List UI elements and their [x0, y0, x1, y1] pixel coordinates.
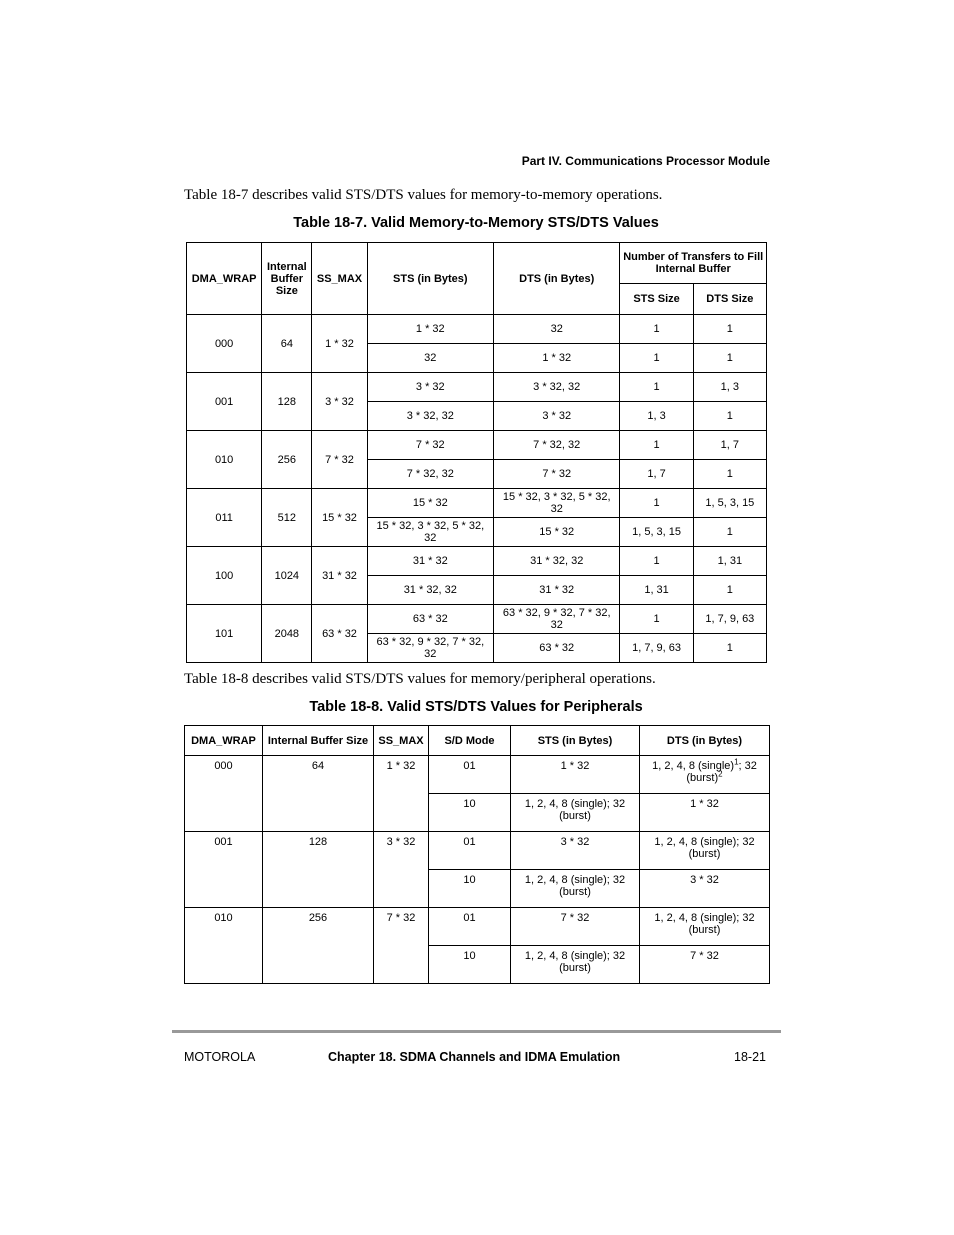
table-18-8: [184, 725, 770, 984]
cell-ss-max: 1 * 32: [312, 315, 367, 373]
cell-sts-size: 1: [620, 547, 693, 576]
cell-sts: 32: [367, 344, 493, 373]
cell-sts-size: 1: [620, 373, 693, 402]
cell-ss-max: 7 * 32: [312, 431, 367, 489]
cell-dma-wrap: 101: [187, 605, 262, 663]
intro-paragraph-table-18-7: Table 18-7 describes valid STS/DTS values for memory-to-memory operations.: [184, 187, 663, 203]
header-dma-wrap: DMA_WRAP: [187, 243, 262, 315]
cell-dts: 7 * 32: [494, 460, 620, 489]
cell-dma-wrap: 000: [187, 315, 262, 373]
table-row: [187, 547, 767, 576]
cell-sts-size: 1, 5, 3, 15: [620, 518, 693, 547]
cell-sts: 1, 2, 4, 8 (single); 32 (burst): [511, 946, 640, 984]
intro-paragraph-table-18-8: Table 18-8 describes valid STS/DTS values for memory/peripheral operations.: [184, 671, 656, 687]
cell-dts-size: 1: [693, 344, 766, 373]
cell-sts-size: 1, 31: [620, 576, 693, 605]
cell-sts: 31 * 32, 32: [367, 576, 493, 605]
footer-page-number: 18-21: [734, 1050, 766, 1064]
cell-dts-size: 1, 7: [693, 431, 766, 460]
cell-ss-max: 3 * 32: [374, 832, 429, 908]
cell-dts: 15 * 32: [494, 518, 620, 547]
cell-dts-size: 1: [693, 315, 766, 344]
footer-chapter-title: Chapter 18. SDMA Channels and IDMA Emulation: [328, 1050, 621, 1064]
header-buffer-size: Internal Buffer Size: [263, 726, 374, 756]
cell-dts: 31 * 32: [494, 576, 620, 605]
cell-sts-size: 1: [620, 431, 693, 460]
table-18-8-caption: Table 18-8. Valid STS/DTS Values for Peripherals: [309, 699, 643, 715]
cell-sts: 1, 2, 4, 8 (single); 32 (burst): [511, 794, 640, 832]
header-sts-size: STS Size: [620, 284, 693, 315]
cell-dts: 31 * 32, 32: [494, 547, 620, 576]
cell-dts-size: 1: [693, 518, 766, 547]
cell-dts: 7 * 32, 32: [494, 431, 620, 460]
header-sts: STS (in Bytes): [367, 243, 493, 315]
cell-sts-size: 1: [620, 315, 693, 344]
cell-dts: 1, 2, 4, 8 (single); 32 (burst): [640, 832, 770, 870]
cell-dts: 63 * 32: [494, 634, 620, 663]
cell-sts-size: 1, 7, 9, 63: [620, 634, 693, 663]
cell-sd-mode: 01: [429, 756, 511, 794]
header-ss-max: SS_MAX: [374, 726, 429, 756]
cell-sd-mode: 10: [429, 870, 511, 908]
header-buffer-size: Internal Buffer Size: [262, 243, 312, 315]
header-dma-wrap: DMA_WRAP: [185, 726, 263, 756]
cell-dts-size: 1, 7, 9, 63: [693, 605, 766, 634]
cell-sts: 63 * 32: [367, 605, 493, 634]
cell-dma-wrap: 001: [187, 373, 262, 431]
cell-buffer-size: 2048: [262, 605, 312, 663]
cell-sts: 1 * 32: [367, 315, 493, 344]
cell-sts: 7 * 32: [367, 431, 493, 460]
cell-buffer-size: 512: [262, 489, 312, 547]
cell-sts: 1, 2, 4, 8 (single); 32 (burst): [511, 870, 640, 908]
cell-dma-wrap: 010: [185, 908, 263, 984]
cell-dts-size: 1, 31: [693, 547, 766, 576]
cell-sd-mode: 10: [429, 946, 511, 984]
header-sts: STS (in Bytes): [511, 726, 640, 756]
table-row: [187, 373, 767, 402]
cell-sts: 7 * 32, 32: [367, 460, 493, 489]
cell-dma-wrap: 011: [187, 489, 262, 547]
cell-sts-size: 1, 3: [620, 402, 693, 431]
cell-sts: 15 * 32, 3 * 32, 5 * 32, 32: [367, 518, 493, 547]
cell-ss-max: 1 * 32: [374, 756, 429, 832]
table-row: [187, 489, 767, 518]
footer-publisher: MOTOROLA: [184, 1050, 256, 1064]
cell-dts: 7 * 32: [640, 946, 770, 984]
cell-buffer-size: 64: [262, 315, 312, 373]
cell-sd-mode: 01: [429, 832, 511, 870]
cell-dma-wrap: 100: [187, 547, 262, 605]
cell-sts: 15 * 32: [367, 489, 493, 518]
cell-sts: 7 * 32: [511, 908, 640, 946]
cell-dts: 63 * 32, 9 * 32, 7 * 32, 32: [494, 605, 620, 634]
header-dts-size: DTS Size: [693, 284, 766, 315]
table-row: [187, 431, 767, 460]
cell-dts: 1 * 32: [640, 794, 770, 832]
cell-dts-size: 1: [693, 402, 766, 431]
cell-dts-size: 1: [693, 576, 766, 605]
cell-dts: 3 * 32: [640, 870, 770, 908]
header-dts: DTS (in Bytes): [494, 243, 620, 315]
cell-dts: 1 * 32: [494, 344, 620, 373]
cell-sts: 63 * 32, 9 * 32, 7 * 32, 32: [367, 634, 493, 663]
cell-ss-max: 7 * 32: [374, 908, 429, 984]
footnote-1-mark: 1: [734, 757, 739, 767]
cell-ss-max: 31 * 32: [312, 547, 367, 605]
cell-buffer-size: 64: [263, 756, 374, 832]
cell-dts-size: 1, 5, 3, 15: [693, 489, 766, 518]
cell-buffer-size: 1024: [262, 547, 312, 605]
cell-dts: 32: [494, 315, 620, 344]
table-18-7-caption: Table 18-7. Valid Memory-to-Memory STS/DTS Values: [293, 215, 659, 231]
header-ss-max: SS_MAX: [312, 243, 367, 315]
cell-sts: 1 * 32: [511, 756, 640, 794]
cell-sts-size: 1: [620, 489, 693, 518]
cell-sts: 3 * 32, 32: [367, 402, 493, 431]
running-head: Part IV. Communications Processor Module: [521, 154, 770, 168]
cell-sd-mode: 01: [429, 908, 511, 946]
table-row: [185, 832, 770, 870]
cell-ss-max: 3 * 32: [312, 373, 367, 431]
table-18-7: [186, 242, 767, 663]
cell-sts-size: 1: [620, 605, 693, 634]
cell-dma-wrap: 010: [187, 431, 262, 489]
cell-sts: 31 * 32: [367, 547, 493, 576]
cell-dts-size: 1, 3: [693, 373, 766, 402]
cell-dts: 15 * 32, 3 * 32, 5 * 32, 32: [494, 489, 620, 518]
cell-dts-size: 1: [693, 634, 766, 663]
cell-buffer-size: 256: [263, 908, 374, 984]
table-row: [187, 315, 767, 344]
cell-dts-text: ; 32 (burst): [686, 760, 757, 784]
cell-dts-size: 1: [693, 460, 766, 489]
cell-sts: 3 * 32: [367, 373, 493, 402]
footnote-2-mark: 2: [718, 769, 723, 779]
cell-dts: 3 * 32, 32: [494, 373, 620, 402]
cell-dts-text: 1, 2, 4, 8 (single): [652, 760, 735, 772]
cell-sts: 3 * 32: [511, 832, 640, 870]
footer-rule: [172, 1030, 781, 1033]
header-transfers: Number of Transfers to Fill Internal Buffer: [620, 243, 767, 284]
cell-dts: [640, 756, 770, 794]
cell-dts: 3 * 32: [494, 402, 620, 431]
header-sd-mode: S/D Mode: [429, 726, 511, 756]
cell-sts-size: 1: [620, 344, 693, 373]
cell-buffer-size: 128: [263, 832, 374, 908]
cell-sd-mode: 10: [429, 794, 511, 832]
cell-sts-size: 1, 7: [620, 460, 693, 489]
cell-ss-max: 15 * 32: [312, 489, 367, 547]
table-row: [185, 756, 770, 794]
table-row: [187, 605, 767, 634]
cell-ss-max: 63 * 32: [312, 605, 367, 663]
cell-dma-wrap: 000: [185, 756, 263, 832]
cell-buffer-size: 128: [262, 373, 312, 431]
header-dts: DTS (in Bytes): [640, 726, 770, 756]
cell-dts: 1, 2, 4, 8 (single); 32 (burst): [640, 908, 770, 946]
cell-buffer-size: 256: [262, 431, 312, 489]
cell-dma-wrap: 001: [185, 832, 263, 908]
table-row: [185, 908, 770, 946]
